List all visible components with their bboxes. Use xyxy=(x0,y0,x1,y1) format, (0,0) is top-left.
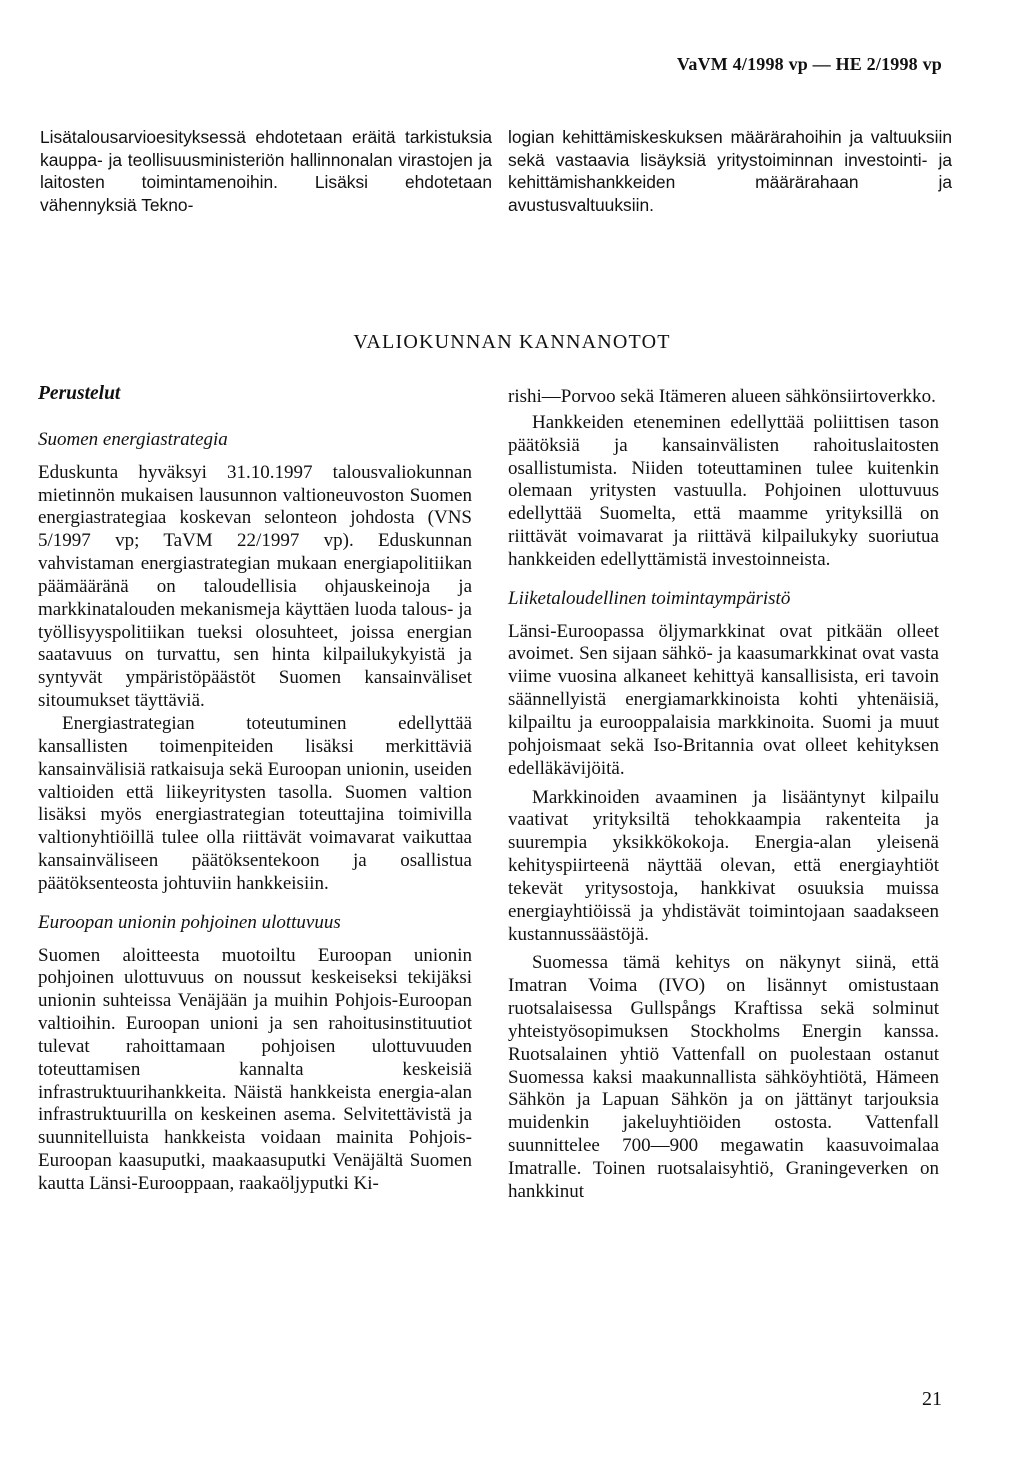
document-reference: VaVM 4/1998 vp — HE 2/1998 vp xyxy=(676,54,942,74)
paragraph: Hankkeiden eteneminen edellyttää poliittisen tason päätöksiä ja kansainvälisten rahoituslaitosten osallistumista. Niiden toteuttaminen tulee kuitenkin olemaan yritysten vastuulla. Pohjoinen ulottuvuus edellyttää Suomelta, että maamme yrityksillä on riittävät voimavarat ja riittävä kilpailukyky suoriutua hankkeiden edellyttämistä investoinneista. xyxy=(508,411,939,570)
left-column xyxy=(38,383,472,1196)
right-column xyxy=(508,386,939,1204)
heading-liiketaloudellinen: Liiketaloudellinen toimintaympäristö xyxy=(508,587,791,609)
heading-pohjoinen-ulottuvuus: Euroopan unionin pohjoinen ulottuvuus xyxy=(38,911,341,933)
heading-perustelut: Perustelut xyxy=(38,383,121,404)
paragraph: Eduskunta hyväksyi 31.10.1997 talousvaliokunnan mietinnön mukaisen lausunnon valtioneuvoston Suomen energiastrategiaa koskevan selonteon johdosta (VNS 5/1997 vp; TaVM 22/1997 vp). Eduskunnan vahvistaman energiastrategian mukaan energiapolitiikan päämääränä on taloudellisia ohjauskeinoja ja markkinatalouden mekanismeja käyttäen luoda talous- ja työllisyyspolitiikan tueksi olosuhteet, joissa energian saatavuus on turvattu, sen hinta kilpailukykyistä ja syntyvät ympäristöpäästöt Suomen kansainväliset sitoumukset täyttäviä. xyxy=(38,461,472,712)
paragraph: Energiastrategian toteutuminen edellyttää kansallisten toimenpiteiden lisäksi merkittäviä kansainvälisiä ratkaisuja sekä Euroopan unionin, useiden valtioiden että liikeyritysten tasolla. Suomen valtion lisäksi myös energiastrategian toteuttajina toimivilla valtionyhtiöillä tulee olla riittävät voimavarat vaikuttaa kansainväliseen päätöksentekoon ja osallistua päätöksenteosta johtuviin hankkeisiin. xyxy=(38,712,472,894)
paragraph: Suomessa tämä kehitys on näkynyt siinä, että Imatran Voima (IVO) on lisännyt omistustaan ruotsalaisessa Gullspångs Kraftissa sekä solminut yhteistyösopimuksen Stockholms Energin kanssa. Ruotsalainen yhtiö Vattenfall on puolestaan ostanut Suomessa kaksi maakunnallista sähköyhtiötä, Hämeen Sähkön ja Lapuan Sähkön ja on jättänyt tarjouksia muidenkin jakeluyhtiöiden ostosta. Vattenfall suunnittelee 700—900 megawatin kaasuvoimalaa Imatralle. Toinen ruotsalaisyhtiö, Graningeverken on hankkinut xyxy=(508,952,939,1202)
intro-left-column: Lisätalousarvioesityksessä ehdotetaan eräitä tarkistuksia kauppa- ja teollisuusministeriön hallinnonalan virastojen ja laitosten toimintamenoihin. Lisäksi ehdotetaan vähennyksiä Tekno- xyxy=(40,127,492,215)
paragraph: Länsi-Euroopassa öljymarkkinat ovat pitkään olleet avoimet. Sen sijaan sähkö- ja kaasumarkkinat ovat vasta viime vuosina alkaneet kehittyä kansallisista, eri tavoin säännellyistä energiamarkkinoista kohti yhtenäisiä, kilpailtu ja eurooppalaisia markkinoita. Suomi ja muut pohjoismaat sekä Iso-Britannia ovat olleet kehityksen edelläkävijöitä. xyxy=(508,620,939,779)
paragraph: Suomen aloitteesta muotoiltu Euroopan unionin pohjoinen ulottuvuus on noussut keskeiseksi tekijäksi unionin suhteissa Venäjään ja muihin Pohjois-Euroopan valtioihin. Euroopan unioni ja sen rahoitusinstituutiot tulevat rahoittamaan pohjoisen ulottuvuuden toteuttamisen kannalta keskeisiä infrastruktuurihankkeita. Näistä hankkeista energia-alan infrastruktuurilla on keskeinen asema. Selvitettävistä ja suunnitelluista hankkeista voidaan mainita Pohjois-Euroopan kaasuputki, maakaasuputki Venäjältä Suomen kautta Länsi-Eurooppaan, raakaöljyputki Ki- xyxy=(38,944,472,1194)
paragraph: Markkinoiden avaaminen ja lisääntynyt kilpailu vaativat yrityksiltä tehokkaampia rakenteita ja suurempia yksikkökokoja. Energia-alan yleisenä kehityspiirteenä näyttää olevan, että energiayhtiöt tekevät yritysostoja, hankkivat osuuksia muissa energiayhtiöissä ja yhdistävät toimintojaan saadakseen kustannussäästöjä. xyxy=(508,786,939,945)
section-title: VALIOKUNNAN KANNANOTOT xyxy=(353,331,671,353)
paragraph: rishi—Porvoo sekä Itämeren alueen sähkönsiirtoverkko. xyxy=(508,386,936,407)
intro-right-column: logian kehittämiskeskuksen määrärahoihin ja valtuuksiin sekä vastaavia lisäyksiä yritystoiminnan investointi- ja kehittämishankkeiden määrärahaan ja avustusvaltuuksiin. xyxy=(508,127,952,215)
heading-energiastrategia: Suomen energiastrategia xyxy=(38,428,228,450)
page-number: 21 xyxy=(922,1388,942,1410)
